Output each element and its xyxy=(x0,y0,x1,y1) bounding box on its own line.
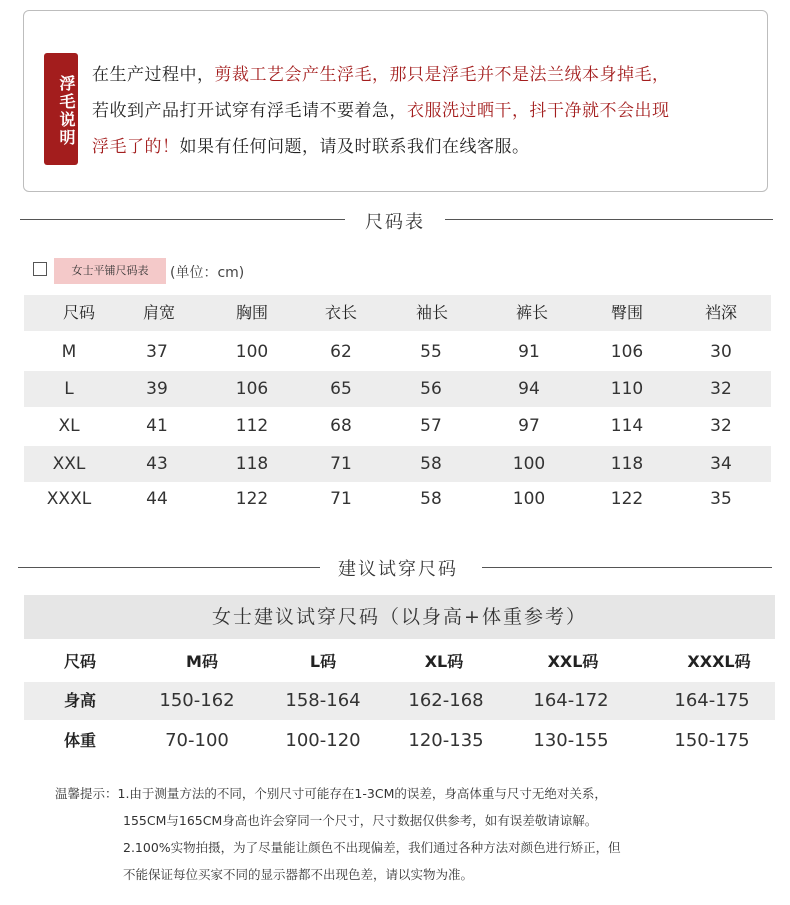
size-cell: 112 xyxy=(235,416,269,436)
recommend-header-cell: M码 xyxy=(186,652,218,671)
size-cell: 122 xyxy=(610,489,644,509)
size-table-label: 女士平铺尺码表 xyxy=(54,258,166,284)
size-header-row xyxy=(24,295,771,331)
size-cell: XL xyxy=(58,416,80,436)
size-cell: 100 xyxy=(512,489,546,509)
size-cell: 56 xyxy=(420,379,442,399)
size-cell: XXL xyxy=(52,454,86,474)
size-cell: 110 xyxy=(610,379,644,399)
divider-right xyxy=(445,219,773,220)
size-header-cell: 臀围 xyxy=(610,303,643,322)
recommend-cell: 身高 xyxy=(63,691,96,710)
size-cell: 97 xyxy=(518,416,540,436)
size-unit: (单位：cm) xyxy=(170,265,245,281)
size-header-cell: 肩宽 xyxy=(142,303,175,322)
notice-tag: 浮毛说明 xyxy=(44,53,78,165)
recommend-cell: 130-155 xyxy=(533,730,609,751)
size-cell: 41 xyxy=(146,416,168,436)
size-cell: 44 xyxy=(146,489,168,509)
size-cell: 65 xyxy=(330,379,352,399)
table-row xyxy=(24,371,771,407)
recommend-cell: 70-100 xyxy=(165,730,229,751)
size-cell: 55 xyxy=(420,342,442,362)
size-header-cell: 胸围 xyxy=(235,303,268,322)
size-cell: 100 xyxy=(235,342,269,362)
recommend-cell: 120-135 xyxy=(408,730,484,751)
size-header-cell: 尺码 xyxy=(62,303,95,322)
size-cell: 122 xyxy=(235,489,269,509)
recommend-header-cell: XXL码 xyxy=(547,652,599,671)
recommend-header-cell: 尺码 xyxy=(63,652,96,671)
size-cell: 58 xyxy=(420,454,442,474)
size-cell: 71 xyxy=(330,489,352,509)
table-row xyxy=(24,481,771,517)
recommend-cell: 100-120 xyxy=(285,730,361,751)
recommend-cell: 150-175 xyxy=(674,730,750,751)
divider-left-2 xyxy=(18,567,320,568)
size-cell: 34 xyxy=(710,454,732,474)
notice-line2-black: 若收到产品打开试穿有浮毛请不要着急， xyxy=(92,101,407,121)
recommend-weight-row xyxy=(24,722,775,760)
table-row xyxy=(24,446,771,482)
size-header-cell: 裆深 xyxy=(704,303,737,322)
notice-line1-red: 剪裁工艺会产生浮毛，那只是浮毛并不是法兰绒本身掉毛， xyxy=(214,65,670,85)
size-cell: 118 xyxy=(235,454,269,474)
size-cell: 91 xyxy=(518,342,540,362)
size-cell: 30 xyxy=(710,342,732,362)
size-section-title: 尺码表 xyxy=(365,212,425,233)
size-header-cell: 袖长 xyxy=(415,303,448,322)
recommend-header-row xyxy=(24,643,775,681)
recommend-cell: 164-175 xyxy=(674,690,750,711)
tips-line: 不能保证每位买家不同的显示器都不出现色差，请以实物为准。 xyxy=(123,867,474,882)
size-cell: 39 xyxy=(146,379,168,399)
tips-line: 温馨提示：1.由于测量方法的不同，个别尺寸可能存在1-3CM的误差，身高体重与尺寸无绝对关系， xyxy=(55,786,607,801)
size-header-cell: 裤长 xyxy=(515,303,548,322)
size-cell: 68 xyxy=(330,416,352,436)
size-cell: 94 xyxy=(518,379,540,399)
recommend-cell: 158-164 xyxy=(285,690,361,711)
size-cell: 118 xyxy=(610,454,644,474)
size-cell: XXXL xyxy=(46,489,92,509)
recommend-cell: 150-162 xyxy=(159,690,235,711)
recommend-header-cell: XXXL码 xyxy=(687,652,751,671)
size-cell: M xyxy=(61,342,77,362)
divider-right-2 xyxy=(482,567,772,568)
size-cell: 35 xyxy=(710,489,732,509)
notice-line2-red: 衣服洗过晒干，抖干净就不会出现 xyxy=(407,101,670,121)
size-cell: 62 xyxy=(330,342,352,362)
size-cell: 71 xyxy=(330,454,352,474)
size-header-cell: 衣长 xyxy=(324,303,357,322)
notice-line1-black: 在生产过程中， xyxy=(92,65,215,85)
recommend-height-row xyxy=(24,682,775,720)
size-cell: 58 xyxy=(420,489,442,509)
size-cell: 57 xyxy=(420,416,442,436)
notice-box xyxy=(23,10,768,192)
size-checkbox xyxy=(33,262,47,276)
size-cell: 32 xyxy=(710,379,732,399)
size-cell: 106 xyxy=(235,379,269,399)
recommend-cell: 体重 xyxy=(63,731,96,750)
notice-line3-black: 如果有任何问题，请及时联系我们在线客服。 xyxy=(179,137,530,157)
notice-text xyxy=(92,57,772,165)
table-row xyxy=(24,408,771,444)
notice-line3-red: 浮毛了的！ xyxy=(92,137,180,157)
tips xyxy=(55,780,755,888)
recommend-header-cell: XL码 xyxy=(424,652,464,671)
size-cell: 43 xyxy=(146,454,168,474)
recommend-banner: 女士建议试穿尺码（以身高+体重参考） xyxy=(24,595,775,639)
recommend-cell: 164-172 xyxy=(533,690,609,711)
tips-line: 155CM与165CM身高也许会穿同一个尺寸，尺寸数据仅供参考，如有误差敬请谅解。 xyxy=(123,813,598,828)
size-cell: 100 xyxy=(512,454,546,474)
divider-left xyxy=(20,219,345,220)
size-cell: 106 xyxy=(610,342,644,362)
recommend-header-cell: L码 xyxy=(309,652,337,671)
size-cell: 114 xyxy=(610,416,644,436)
tips-line: 2.100%实物拍摄，为了尽量能让颜色不出现偏差，我们通过各种方法对颜色进行矫正，但 xyxy=(123,840,621,855)
size-cell: L xyxy=(64,379,74,399)
table-row xyxy=(24,334,771,370)
size-cell: 32 xyxy=(710,416,732,436)
recommend-section-title: 建议试穿尺码 xyxy=(338,559,458,580)
recommend-cell: 162-168 xyxy=(408,690,484,711)
size-cell: 37 xyxy=(146,342,168,362)
